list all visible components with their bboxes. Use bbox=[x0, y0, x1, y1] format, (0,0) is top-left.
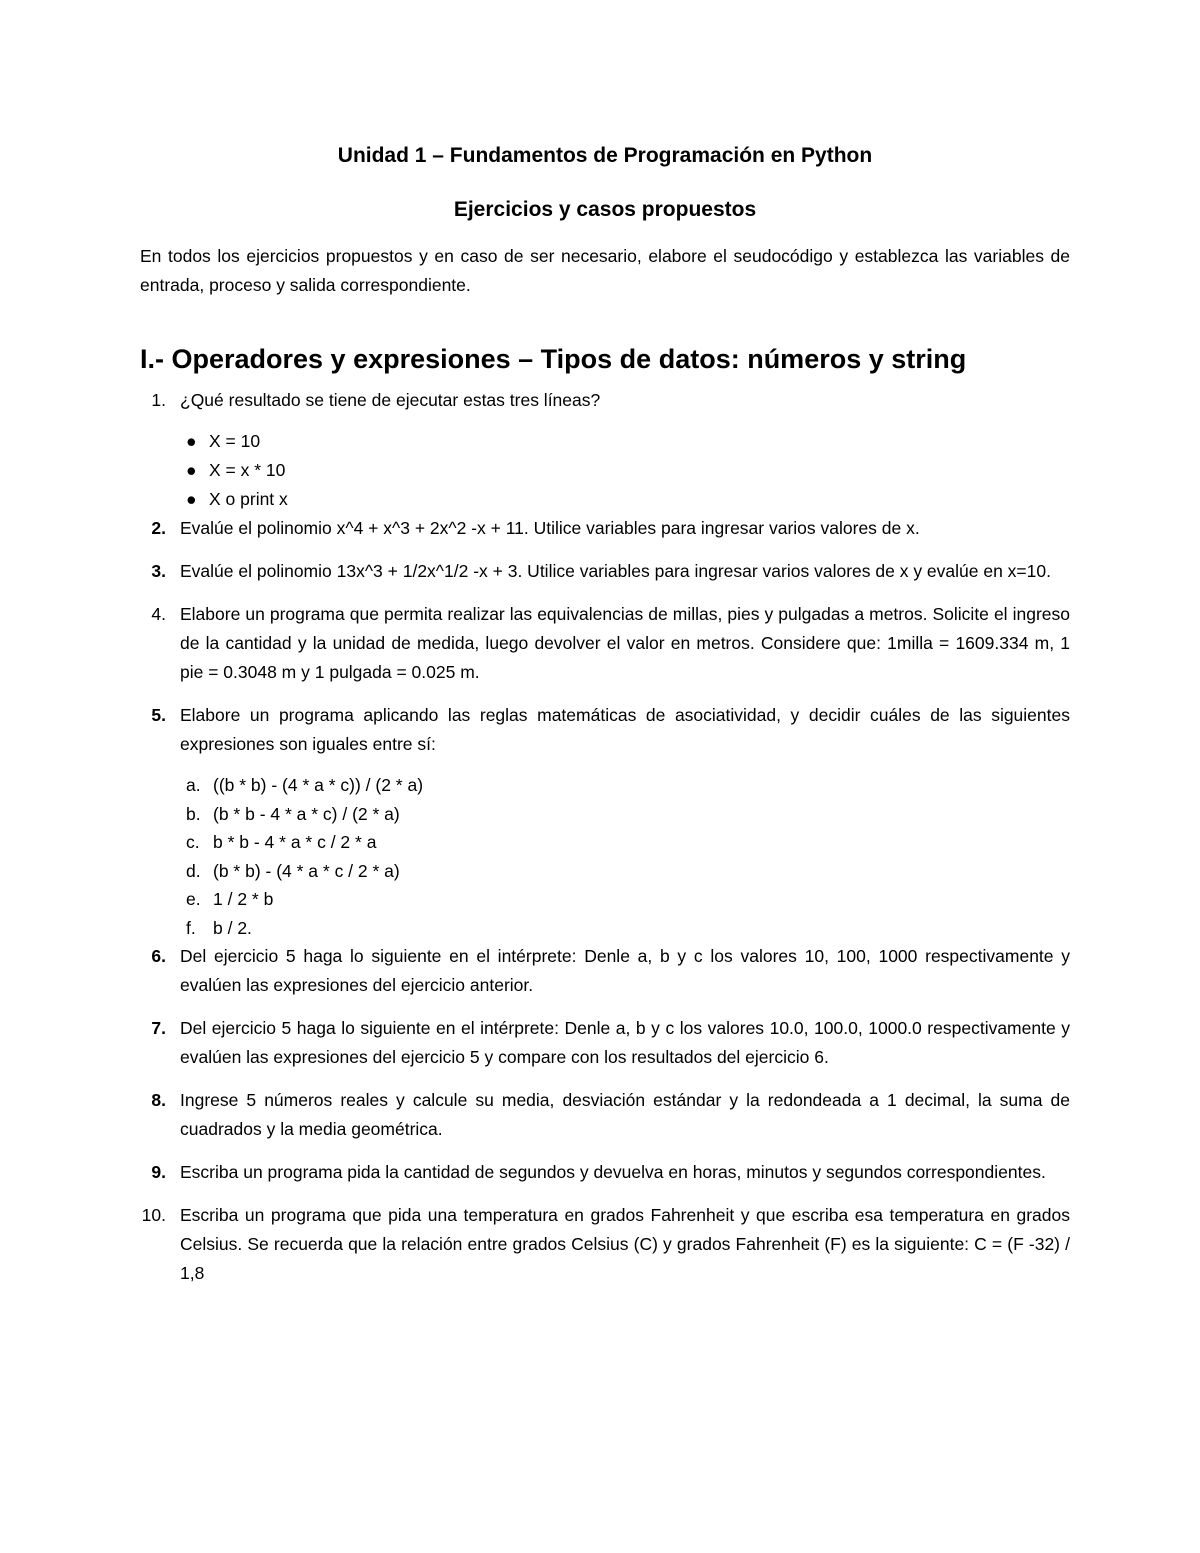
expression-item-b: b. (b * b - 4 * a * c) / (2 * a) bbox=[186, 803, 400, 824]
exercise-item-8 bbox=[140, 1086, 1070, 1144]
exercise-text: Evalúe el polinomio x^4 + x^3 + 2x^2 -x + 11. Utilice variables para ingresar varios valores de x. bbox=[180, 518, 920, 538]
exercise-text: Del ejercicio 5 haga lo siguiente en el intérprete: Denle a, b y c los valores 10.0, 100.0, 1000.0 respectivamente y evalúen las expresiones del ejercicio 5 y compare con los resultados del ejercicio 6. bbox=[180, 1018, 1070, 1067]
exercise-item-7 bbox=[140, 1014, 1070, 1072]
exercise-item-3 bbox=[140, 557, 1070, 586]
exercise-item-10 bbox=[140, 1201, 1070, 1288]
code-line-3: ● X o print x bbox=[180, 485, 1070, 514]
document-title: Unidad 1 – Fundamentos de Programación en Python bbox=[337, 144, 873, 167]
exercise-item-9 bbox=[140, 1158, 1070, 1187]
exercise-text: Elabore un programa que permita realizar las equivalencias de millas, pies y pulgadas a metros. Solicite el ingreso de la cantidad y la unidad de medida, luego devolver el valor en metros. Considere que: 1milla = 1609.334 m, 1 pie = 0.3048 m y 1 pulgada = 0.025 m. bbox=[180, 604, 1070, 682]
code-line-2: ● X = x * 10 bbox=[180, 456, 1070, 485]
exercise-number: 7. bbox=[151, 1018, 166, 1038]
code-lines-list bbox=[180, 427, 1070, 514]
exercise-text: Del ejercicio 5 haga lo siguiente en el intérprete: Denle a, b y c los valores 10, 100, 1000 respectivamente y evalúen las expresiones del ejercicio anterior. bbox=[180, 946, 1070, 995]
bullet-icon: ● bbox=[186, 489, 197, 509]
exercise-item-4 bbox=[140, 600, 1070, 687]
expression-item-a: a. ((b * b) - (4 * a * c)) / (2 * a) bbox=[186, 775, 424, 795]
exercise-number: 8. bbox=[151, 1090, 166, 1110]
bullet-icon: ● bbox=[186, 431, 197, 451]
intro-paragraph: En todos los ejercicios propuestos y en caso de ser necesario, elabore el seudocódigo y establezca las variables de entrada, proceso y salida correspondiente. bbox=[140, 246, 1070, 295]
expressions-list bbox=[180, 771, 1070, 942]
exercise-text: Escriba un programa que pida una temperatura en grados Fahrenheit y que escriba esa temperatura en grados Celsius. Se recuerda que la relación entre grados Celsius (C) y grados Fahrenheit (F) es la siguiente: C = (F -32) / 1,8 bbox=[180, 1205, 1070, 1283]
exercise-text: Ingrese 5 números reales y calcule su media, desviación estándar y la redondeada a 1 decimal, la suma de cuadrados y la media geométrica. bbox=[180, 1090, 1070, 1139]
exercise-number: 6. bbox=[151, 946, 166, 966]
exercise-number: 10. bbox=[141, 1205, 166, 1225]
exercise-number: 1. bbox=[151, 390, 166, 410]
exercise-item-5 bbox=[140, 701, 1070, 942]
exercise-number: 2. bbox=[151, 518, 166, 538]
exercise-number: 9. bbox=[151, 1162, 166, 1182]
exercise-text: Evalúe el polinomio 13x^3 + 1/2x^1/2 -x + 3. Utilice variables para ingresar varios valores de x y evalúe en x=10. bbox=[180, 561, 1051, 581]
expression-item-c: c. b * b - 4 * a * c / 2 * a bbox=[186, 832, 377, 852]
exercise-number: 5. bbox=[151, 705, 166, 725]
expression-item-f: f. b / 2. bbox=[186, 917, 252, 938]
code-line-1: ● X = 10 bbox=[180, 427, 1070, 456]
expression-item-d: d. (b * b) - (4 * a * c / 2 * a) bbox=[186, 860, 400, 881]
section-title: I.- Operadores y expresiones – Tipos de datos: números y string bbox=[140, 344, 967, 374]
exercise-number: 4. bbox=[151, 604, 166, 624]
exercise-item-1 bbox=[140, 386, 1070, 514]
exercise-list bbox=[140, 386, 1070, 1302]
bullet-icon: ● bbox=[186, 460, 197, 480]
document-subtitle: Ejercicios y casos propuestos bbox=[453, 198, 757, 221]
exercise-item-2 bbox=[140, 514, 1070, 543]
exercise-text: Escriba un programa pida la cantidad de segundos y devuelva en horas, minutos y segundos correspondientes. bbox=[180, 1162, 1046, 1182]
exercise-item-6 bbox=[140, 942, 1070, 1000]
exercise-text: Elabore un programa aplicando las reglas matemáticas de asociatividad, y decidir cuáles de las siguientes expresiones son iguales entre sí: bbox=[180, 705, 1070, 754]
exercise-number: 3. bbox=[151, 561, 166, 581]
exercise-text: ¿Qué resultado se tiene de ejecutar estas tres líneas? bbox=[180, 390, 601, 410]
expression-item-e: e. 1 / 2 * b bbox=[186, 889, 274, 909]
